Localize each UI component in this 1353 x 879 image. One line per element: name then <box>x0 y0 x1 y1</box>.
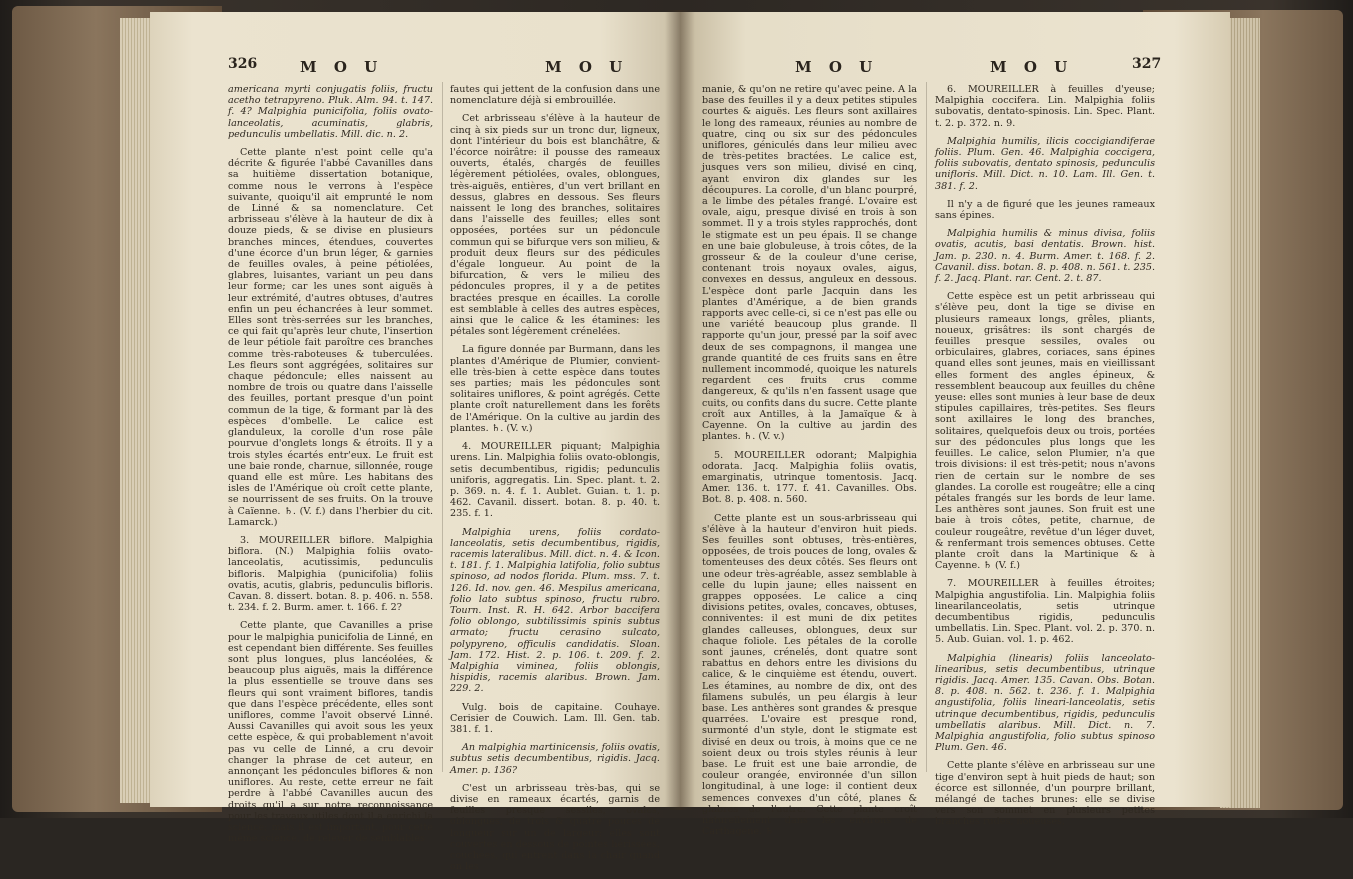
paragraph: 5. MOUREILLER odorant; Malpighia odorata. Jacq. Malpighia foliis ovatis, emarginatis, utrinque tomentosis. Jacq. Amer. 136. t. 177. f. 41. Cavanilles. Obs. Bot. 8. p. 408. n. 560. <box>702 449 917 506</box>
paragraph: fautes qui jettent de la confusion dans une nomenclature déjà si embrouillée. <box>450 84 660 107</box>
right-page-number: 327 <box>1132 56 1162 72</box>
paragraph: Cette plante n'est point celle qu'a décrite & figurée l'abbé Cavanilles dans sa huitième dissertation botanique, comme nous le verrons à l'espèce suivante, quoiqu'il ait emprunté le nom de Linné & sa nomenclature. Cet arbrisseau s'élève à la hauteur de dix à douze pieds, & se divise en plusieurs branches minces, étendues, couvertes d'une écorce d'un brun léger, & garnies de feuilles ovales, à peine pétiolées, glabres, luisantes, variant un peu dans leur forme; car les unes sont aiguës à leur extrémité, d'autres obtuses, d'autres enfin un peu échancrées à leur sommet. Elles sont très-serrées sur les branches, ce qui fait qu'après leur chute, l'insertion de leur pétiole fait paroître ces branches comme très-raboteuses & tuberculées. Les fleurs sont aggrégées, solitaires sur chaque pédoncule; elles naissent au nombre de trois ou quatre dans l'aisselle des feuilles, portant presque d'un point commun de la tige, & formant par là des espèces d'ombelle. Le calice est glanduleux, la corolle d'un rose pâle pourvue d'onglets longs & étroits. Il y a trois styles écartés entr'eux. Le fruit est une baie ronde, charnue, sillonnée, rouge quand elle est mûre. Les habitans des isles de l'Amérique où croît cette plante, se nourrissent de ses fruits. On la trouve à Caïenne. ♄. (V. f.) dans l'herbier du cit. Lamarck.) <box>228 147 433 528</box>
left-column-1 <box>228 84 433 851</box>
left-page-number: 326 <box>228 56 258 72</box>
paragraph: Cette plante, que Cavanilles a prise pour le malpighia punicifolia de Linné, en est cependant bien différente. Ses feuilles sont plus longues, plus lancéolées, & beaucoup plus aiguës, mais la différence la plus essentielle se trouve dans ses fleurs qui sont vraiment biflores, tandis que dans l'espèce précédente, elles sont uniflores, comme l'avoit observé Linné. Aussi Cavanilles qui avoit sous les yeux cette espèce, & qui probablement n'avoit pas vu celle de Linné, a cru devoir changer la phrase de cet auteur, en annonçant les pédoncules biflores & non uniflores. Au reste, cette erreur ne fait perdre à l'abbé Cavanilles aucun des droits qu'il a sur notre reconnoissance pour les travaux utiles dont il a enrichi la science; mais il est important, pour cette même science, de relever de semblables <box>228 620 433 845</box>
paragraph: 3. MOUREILLER biflore. Malpighia biflora. (N.) Malpighia foliis ovato-lanceolatis, acutissimis, pedunculis bifloris. Malpighia (punicifolia) foliis ovatis, acutis, glabris, pedunculis bifloris. Cavan. 8. dissert. botan. 8. p. 406. n. 558. t. 234. f. 2. Burm. amer. t. 166. f. 2? <box>228 534 433 614</box>
paragraph: La figure donnée par Burmann, dans les plantes d'Amérique de Plumier, convient-elle très-bien à cette espèce dans toutes ses parties; mais les pédoncules sont solitaires uniflores, & point agrégés. Cette plante croît naturellement dans les forêts de l'Amérique. On la cultive au jardin des plantes. ♄. (V. v.) <box>450 344 660 434</box>
right-page <box>680 12 1230 838</box>
column-rule <box>442 82 443 772</box>
left-running-head: M O U <box>300 58 384 76</box>
paragraph: C'est un arbrisseau très-bas, qui se divise en rameaux écartés, garnis de feuilles presque sessiles, ovales, oblongues, de trois & quatre pouces de longueur sur un de largeur; elles sont couvertes en dessous de pointes hérissées, couchées, qui entrent dans la chair quand on les <box>450 782 660 873</box>
paragraph: An malpighia martinicensis, foliis ovatis, subtus setis decumbentibus, rigidis. Jacq. Amer. p. 136? <box>450 742 660 776</box>
paragraph: Cette espèce est un petit arbrisseau qui s'élève peu, dont la tige se divise en plusieurs rameaux longs, grêles, pliants, noueux, grisâtres: ils sont chargés de feuilles presque sessiles, ovales ou orbiculaires, glabres, coriaces, sans épines quand elles sont jeunes, mais en vieillissant elles forment des angles épineux, & ressemblent beaucoup aux feuilles du chêne yeuse: elles sont munies à leur base de deux stipules capillaires, très-petites. Ses fleurs sont axillaires le long des branches, solitaires, quelquefois deux ou trois, portées sur des pédoncules plus longs que les feuilles. Le calice, selon Plumier, n'a que trois divisions: il est très-petit; nous n'avons rien de certain sur le nombre de ses glandes. La corolle est rougeâtre; elle a cinq pétales frangés sur les bords de leur lame. Les anthères sont jaunes. Son fruit est une baie à trois côtes, petite, charnue, de couleur rougeâtre, revêtue d'un léger duvet, & renfermant trois semences obtuses. Cette plante croît dans la Martinique & à Cayenne. ♄ (V. f.) <box>935 291 1155 572</box>
right-running-head-2: M O U <box>990 58 1074 76</box>
paragraph: Cet arbrisseau s'élève à la hauteur de cinq à six pieds sur un tronc dur, ligneux, dont l'intérieur du bois est blanchâtre, & l'écorce noirâtre: il pousse des rameaux ouverts, étalés, chargés de feuilles légèrement pétiolées, ovales, oblongues, très-aiguës, entières, d'un vert brillant en dessus, glabres en dessous. Ses fleurs naissent le long des branches, solitaires dans l'aisselle des feuilles; elles sont opposées, portées sur un pédoncule commun qui se bifurque vers son milieu, & produit deux fleurs sur des pédicules d'égale longueur. Au point de la bifurcation, & vers le milieu des pédoncules propres, il y a de petites bractées presque en écailles. La corolle est semblable à celles des autres espèces, ainsi que le calice & les étamines: les pétales sont légèrement crénelées. <box>450 113 660 338</box>
right-column-2 <box>935 84 1155 835</box>
paragraph: Malpighia urens, foliis cordato-lanceolatis, setis decumbentibus, rigidis, racemis lateralibus. Mill. dict. n. 4. & Icon. t. 181. f. 1. Malpighia latifolia, folio subtus spinoso, ad nodos florida. Plum. mss. 7. t. 126. Id. nov. gen. 46. Mespilus americana, folio lato subtus spinoso, fructu rubro. Tourn. Inst. R. H. 642. Arbor baccifera folio oblongo, subtilissimis spinis subtus armato; fructu cerasino sulcato, polypyreno, officulis candidatis. Sloan. Jam. 172. Hist. 2. p. 106. t. 209. f. 2. Malpighia viminea, foliis oblongis, hispidis, racemis alaribus. Brown. Jam. 229. 2. <box>450 526 660 695</box>
paragraph: Malpighia (linearis) foliis lanceolato-linearibus, setis decumbentibus, utrinque rigidis. Jacq. Amer. 135. Cavan. Obs. Botan. 8. p. 408. n. 562. t. 236. f. 1. Malpighia angustifolia, foliis lineari-lanceolatis, setis utrinque decumbentibus, rigidis, pedunculis umbellatis alaribus. Mill. Dict. n. 7. Malpighia angustifolia, folio subtus spinoso Plum. Gen. 46. <box>935 652 1155 754</box>
paragraph: manie, & qu'on ne retire qu'avec peine. A la base des feuilles il y a deux petites stipules courtes & aiguës. Les fleurs sont axillaires le long des rameaux, réunies au nombre de quatre, cinq ou six sur des pédoncules uniflores, géniculés dans leur milieu avec de très-petites bractées. Le calice est, jusques vers son milieu, divisé en cinq, ayant environ dix glandes sur les découpures. La corolle, d'un blanc pourpré, a le limbe des pétales frangé. L'ovaire est ovale, aigu, presque divisé en trois à son sommet. Il y a trois styles rapprochés, dont le stigmate est un peu épais. Il se change en une baie globuleuse, à trois côtes, de la grosseur & de la couleur d'une cerise, contenant trois noyaux ovales, aigus, convexes en dessus, anguleux en dessous. L'espèce dont parle Jacquin dans les plantes d'Amérique, a de bien grands rapports avec celle-ci, si ce n'est pas elle ou une variété beaucoup plus grande. Il rapporte qu'un jour, pressé par la soif avec deux de ses compagnons, il mangea une grande quantité de ces fruits sans en être nullement incommodé, quoique les naturels regardent ces fruits crus comme dangereux, & qu'ils n'en fassent usage que cuits, ou confits dans du sucre. Cette plante croît aux Antilles, à la Jamaïque & à Cayenne. On la cultive au jardin des plantes. ♄. (V. v.) <box>702 84 917 443</box>
paragraph: Malpighia humilis, ilicis coccigiandiferae foliis. Plum. Gen. 46. Malpighia coccigera, foliis subovatis, dentato spinosis, pedunculis unifloris. Mill. Dict. n. 10. Lam. Ill. Gen. t. 381. f. 2. <box>935 135 1155 192</box>
paragraph: Il n'y a de figuré que les jeunes rameaux sans épines. <box>935 198 1155 222</box>
left-running-head-2: M O U <box>545 58 629 76</box>
left-page <box>150 12 680 873</box>
column-rule <box>926 82 927 772</box>
right-running-head: M O U <box>795 58 879 76</box>
paragraph: americana myrti conjugatis foliis, fructu acetho tetrapyreno. Pluk. Alm. 94. t. 147. f. 4? Malpighia punicifolia, foliis ovato-lanceolatis, acuminatis, glabris, pedunculis umbellatis. Mill. dic. n. 2. <box>228 84 433 140</box>
paragraph: 6. MOUREILLER à feuilles d'yeuse; Malpighia coccifera. Lin. Malpighia foliis subovatis, dentato-spinosis. Lin. Spec. Plant. t. 2. p. 372. n. 9. <box>935 84 1155 129</box>
paragraph: Vulg. bois de capitaine. Couhaye. Cerisier de Couwich. Lam. Ill. Gen. tab. 381. f. 1. <box>450 701 660 735</box>
paragraph: 4. MOUREILLER piquant; Malpighia urens. Lin. Malpighia foliis ovato-oblongis, setis decumbentibus, rigidis; pedunculis uniforis, aggregatis. Lin. Spec. plant. t. 2. p. 369. n. 4. f. 1. Aublet. Guian. t. 1. p. 462. Cavanil. dissert. botan. 8. p. 40. t. 235. f. 1. <box>450 441 660 520</box>
left-column-2 <box>450 84 660 879</box>
paragraph: 7. MOUREILLER à feuilles étroites; Malpighia angustifolia. Lin. Malpighia foliis linearilanceolatis, setis utrinque decumbentibus rigidis, pedunculis umbellatis. Lin. Spec. Plant. vol. 2. p. 370. n. 5. Aub. Guian. vol. 1. p. 462. <box>935 578 1155 646</box>
paragraph: Cette plante est un sous-arbrisseau qui s'élève à la hauteur d'environ huit pieds. Ses feuilles sont obtuses, très-entières, opposées, de trois pouces de long, ovales & tomenteuses des deux côtés. Ses fleurs ont une odeur très-agréable, assez semblable à celle du lupin jaune; elles naissent en grappes opposées. Le calice a cinq divisions petites, ovales, concaves, obtuses, conniventes: il est muni de dix petites glandes calleuses, oblongues, deux sur chaque foliole. Les pétales de la corolle sont jaunes, crénelés, dont quatre sont rabattus en dehors entre les divisions du calice, & le cinquième est étendu, ouvert. Les étamines, au nombre de dix, ont des filamens subulés, un peu élargis à leur base. Les anthères sont grandes & presque quarrées. L'ovaire est presque rond, surmonté d'un style, dont le stigmate est divisé en deux ou trois, à moins que ce ne soient deux ou trois styles réunis à leur base. Le fruit est une baie arrondie, de couleur orangée, environnée d'un sillon longitudinal, à une loge: il contient deux semences convexes d'un côté, planes & glabres de l'autre. Cette plante croît naturellement dans les environs de Carthagène. ♄ <box>702 512 917 838</box>
paragraph: Malpighia humilis & minus divisa, foliis ovatis, acutis, basi dentatis. Brown. hist. Jam. p. 230. n. 4. Burm. Amer. t. 168. f. 2. Cavanil. diss. botan. 8. p. 408. n. 561. t. 235. f. 2. Jacq. Plant. rar. Cent. 2. t. 87. <box>935 228 1155 285</box>
book-gutter <box>665 10 695 810</box>
paragraph: Cette plante s'élève en arbrisseau sur une tige d'environ sept à huit pieds de haut; son écorce est sillonnée, d'un pourpre brillant, mélangé de taches brunes: elle se divise vers son sommet en plusieurs petites branches rudes, noueuses, <box>935 760 1155 828</box>
right-column-1 <box>702 84 917 844</box>
